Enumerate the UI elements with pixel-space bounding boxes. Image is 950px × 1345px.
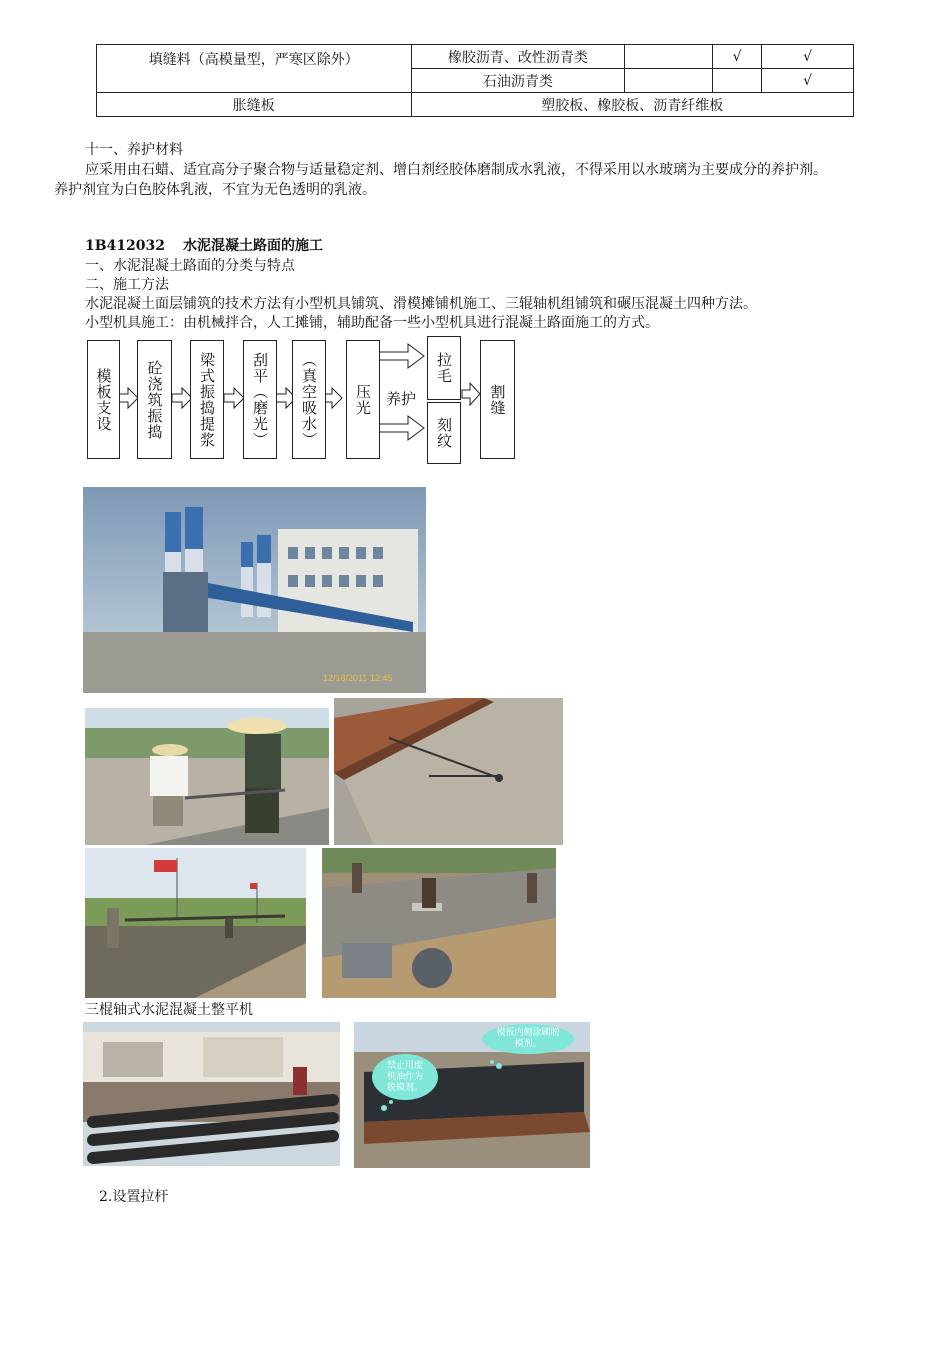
paragraph-line: 应采用由石蜡、适宜高分子聚合物与适量稳定剂、增白剂经胶体磨制成水乳液，不得采用以水玻璃为主要成分的养护剂。 (85, 162, 827, 178)
photo-formwork-tool (334, 698, 563, 845)
flow-step: 刮平（磨光） (243, 340, 277, 459)
arrow-icon (172, 388, 192, 408)
arrow-icon (378, 344, 424, 368)
callout-bubble: 模板内侧涂刷脱模剂。 (482, 1024, 574, 1054)
list-item: 二、施工方法 (85, 277, 169, 293)
photo-timestamp: 12/18/2011 12:45 (323, 673, 393, 683)
flow-step: 模板支设 (87, 340, 120, 459)
photo-paving-crew (322, 848, 556, 998)
materials-table (96, 44, 854, 117)
paragraph-line: 水泥混凝土面层铺筑的技术方法有小型机具铺筑、滑模摊铺机施工、三辊轴机组铺筑和碾压混凝土四种方法。 (85, 296, 757, 312)
photo-caption: 三棍轴式水泥混凝土整平机 (85, 1002, 253, 1018)
section-heading: 十一、养护材料 (85, 142, 183, 158)
list-item: 一、水泥混凝土路面的分类与特点 (85, 258, 295, 274)
arrow-icon (224, 388, 244, 408)
photo-mixing-plant (83, 487, 426, 693)
photo-formwork-release-agent (354, 1022, 590, 1168)
arrow-icon (378, 416, 424, 440)
callout-bubble: 禁止用废机油作为脱模剂。 (372, 1054, 438, 1100)
table-cell: 填缝料（高模量型，严寒区除外） (97, 45, 412, 93)
table-cell (625, 45, 713, 69)
table-cell: 石油沥青类 (411, 69, 625, 93)
flow-step-label: 养护 (382, 388, 420, 409)
table-cell: √ (762, 45, 854, 69)
table-cell: √ (713, 45, 762, 69)
table-cell: 胀缝板 (97, 93, 412, 117)
flow-step: 拉毛 (427, 336, 461, 400)
flow-step: 梁式振捣提浆 (190, 340, 224, 459)
table-row (97, 45, 854, 69)
flow-step: 砼浇筑振捣 (137, 340, 172, 459)
arrow-icon (118, 388, 138, 408)
photo-roller-machine (83, 1022, 340, 1166)
photo-workers-vibrating (85, 708, 329, 845)
list-item: 2.设置拉杆 (99, 1189, 169, 1205)
flow-step: 压光 (346, 340, 380, 459)
flow-step: 割缝 (480, 340, 515, 459)
paragraph-line: 养护剂宜为白色胶体乳液，不宜为无色透明的乳液。 (54, 182, 376, 198)
table-cell (713, 69, 762, 93)
table-cell (625, 69, 713, 93)
arrow-icon (462, 383, 480, 405)
flow-step: （真空吸水） (292, 340, 326, 459)
table-cell: 塑胶板、橡胶板、沥青纤维板 (411, 93, 853, 117)
section-code: 1B412032 (85, 238, 166, 254)
section-title-text: 水泥混凝土路面的施工 (183, 238, 324, 254)
process-flowchart (84, 336, 524, 466)
table-row (97, 93, 854, 117)
flow-step: 刻纹 (427, 402, 461, 464)
section-title (85, 236, 323, 256)
paragraph-line: 小型机具施工：由机械拌合，人工摊铺，辅助配备一些小型机具进行混凝土路面施工的方式。 (85, 315, 659, 331)
table-cell: 橡胶沥青、改性沥青类 (411, 45, 625, 69)
photo-field-screeding (85, 848, 306, 998)
table-cell: √ (762, 69, 854, 93)
